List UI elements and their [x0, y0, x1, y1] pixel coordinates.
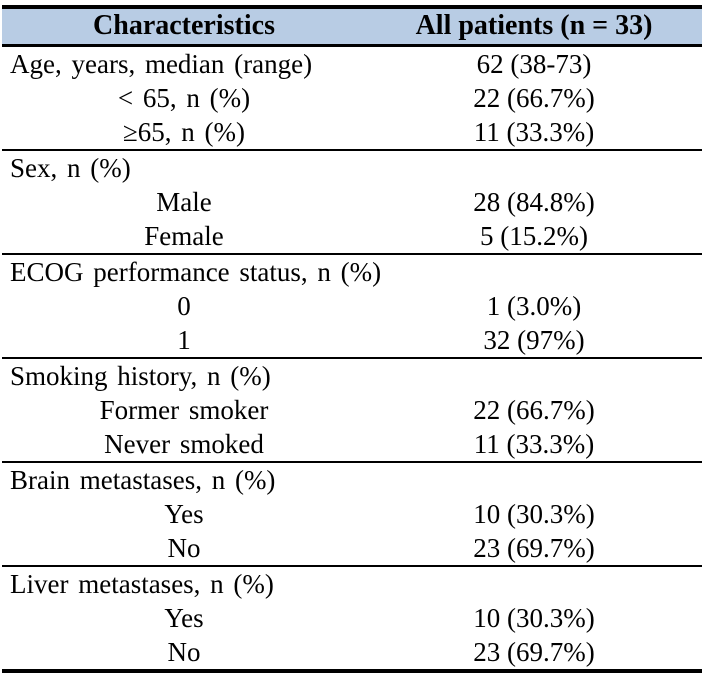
- characteristic-label: Male: [156, 186, 212, 217]
- table-row: [2, 115, 702, 150]
- characteristic-label: < 65, n (%): [117, 82, 251, 113]
- table-row: [2, 81, 702, 115]
- characteristic-label: Brain metastases, n (%): [10, 464, 276, 495]
- characteristic-value: 32 (97%): [483, 324, 585, 355]
- header-characteristics: Characteristics: [2, 7, 366, 45]
- header-all-patients: All patients (n = 33): [366, 7, 702, 45]
- characteristic-value: [366, 462, 702, 497]
- characteristic-value: 28 (84.8%): [473, 186, 595, 217]
- characteristic-value: 62 (38-73): [476, 48, 592, 79]
- table-header: [2, 7, 702, 45]
- characteristic-label: No: [167, 636, 201, 667]
- table-row: [2, 635, 702, 671]
- characteristic-label: ≥65, n (%): [122, 116, 246, 147]
- table-container: [2, 5, 702, 673]
- characteristic-label: Yes: [164, 602, 204, 633]
- characteristic-value: 22 (66.7%): [473, 82, 595, 113]
- characteristic-label: Age, years, median (range): [10, 48, 313, 79]
- characteristic-label: 1: [177, 324, 191, 355]
- table-row: [2, 601, 702, 635]
- characteristic-value: [366, 150, 702, 185]
- characteristic-value: [366, 566, 702, 601]
- table-row: [2, 185, 702, 219]
- table-row: [2, 358, 702, 393]
- patient-characteristics-table: [2, 5, 702, 673]
- section-age: [2, 45, 702, 150]
- characteristic-label: Smoking history, n (%): [10, 360, 271, 391]
- characteristic-label: Female: [144, 220, 224, 251]
- characteristic-label: Former smoker: [99, 394, 269, 425]
- table-row: [2, 462, 702, 497]
- table-row: [2, 566, 702, 601]
- table-row: [2, 254, 702, 289]
- section-smoking: [2, 358, 702, 462]
- section-ecog: [2, 254, 702, 358]
- characteristic-value: 10 (30.3%): [473, 602, 595, 633]
- header-row: [2, 7, 702, 45]
- characteristic-value: 11 (33.3%): [473, 116, 595, 147]
- section-liver-metastases: [2, 566, 702, 671]
- table-row: [2, 323, 702, 358]
- table-row: [2, 531, 702, 566]
- table-row: [2, 393, 702, 427]
- characteristic-label: ECOG performance status, n (%): [10, 256, 382, 287]
- section-brain-metastases: [2, 462, 702, 566]
- characteristic-value: 5 (15.2%): [480, 220, 588, 251]
- characteristic-label: Never smoked: [104, 428, 264, 459]
- characteristic-label: Sex, n (%): [10, 152, 131, 183]
- characteristic-value: [366, 358, 702, 393]
- characteristic-value: 23 (69.7%): [473, 532, 595, 563]
- characteristic-value: [366, 254, 702, 289]
- characteristic-value: 1 (3.0%): [486, 290, 582, 321]
- table-row: [2, 45, 702, 81]
- characteristic-label: No: [167, 532, 201, 563]
- characteristic-label: Liver metastases, n (%): [10, 568, 274, 599]
- table-row: [2, 427, 702, 462]
- characteristic-value: 23 (69.7%): [473, 636, 595, 667]
- characteristic-value: 22 (66.7%): [473, 394, 595, 425]
- characteristic-value: 11 (33.3%): [473, 428, 595, 459]
- table-row: [2, 150, 702, 185]
- table-row: [2, 219, 702, 254]
- characteristic-value: 10 (30.3%): [473, 498, 595, 529]
- characteristic-label: Yes: [164, 498, 204, 529]
- section-sex: [2, 150, 702, 254]
- characteristic-label: 0: [177, 290, 191, 321]
- table-row: [2, 497, 702, 531]
- table-row: [2, 289, 702, 323]
